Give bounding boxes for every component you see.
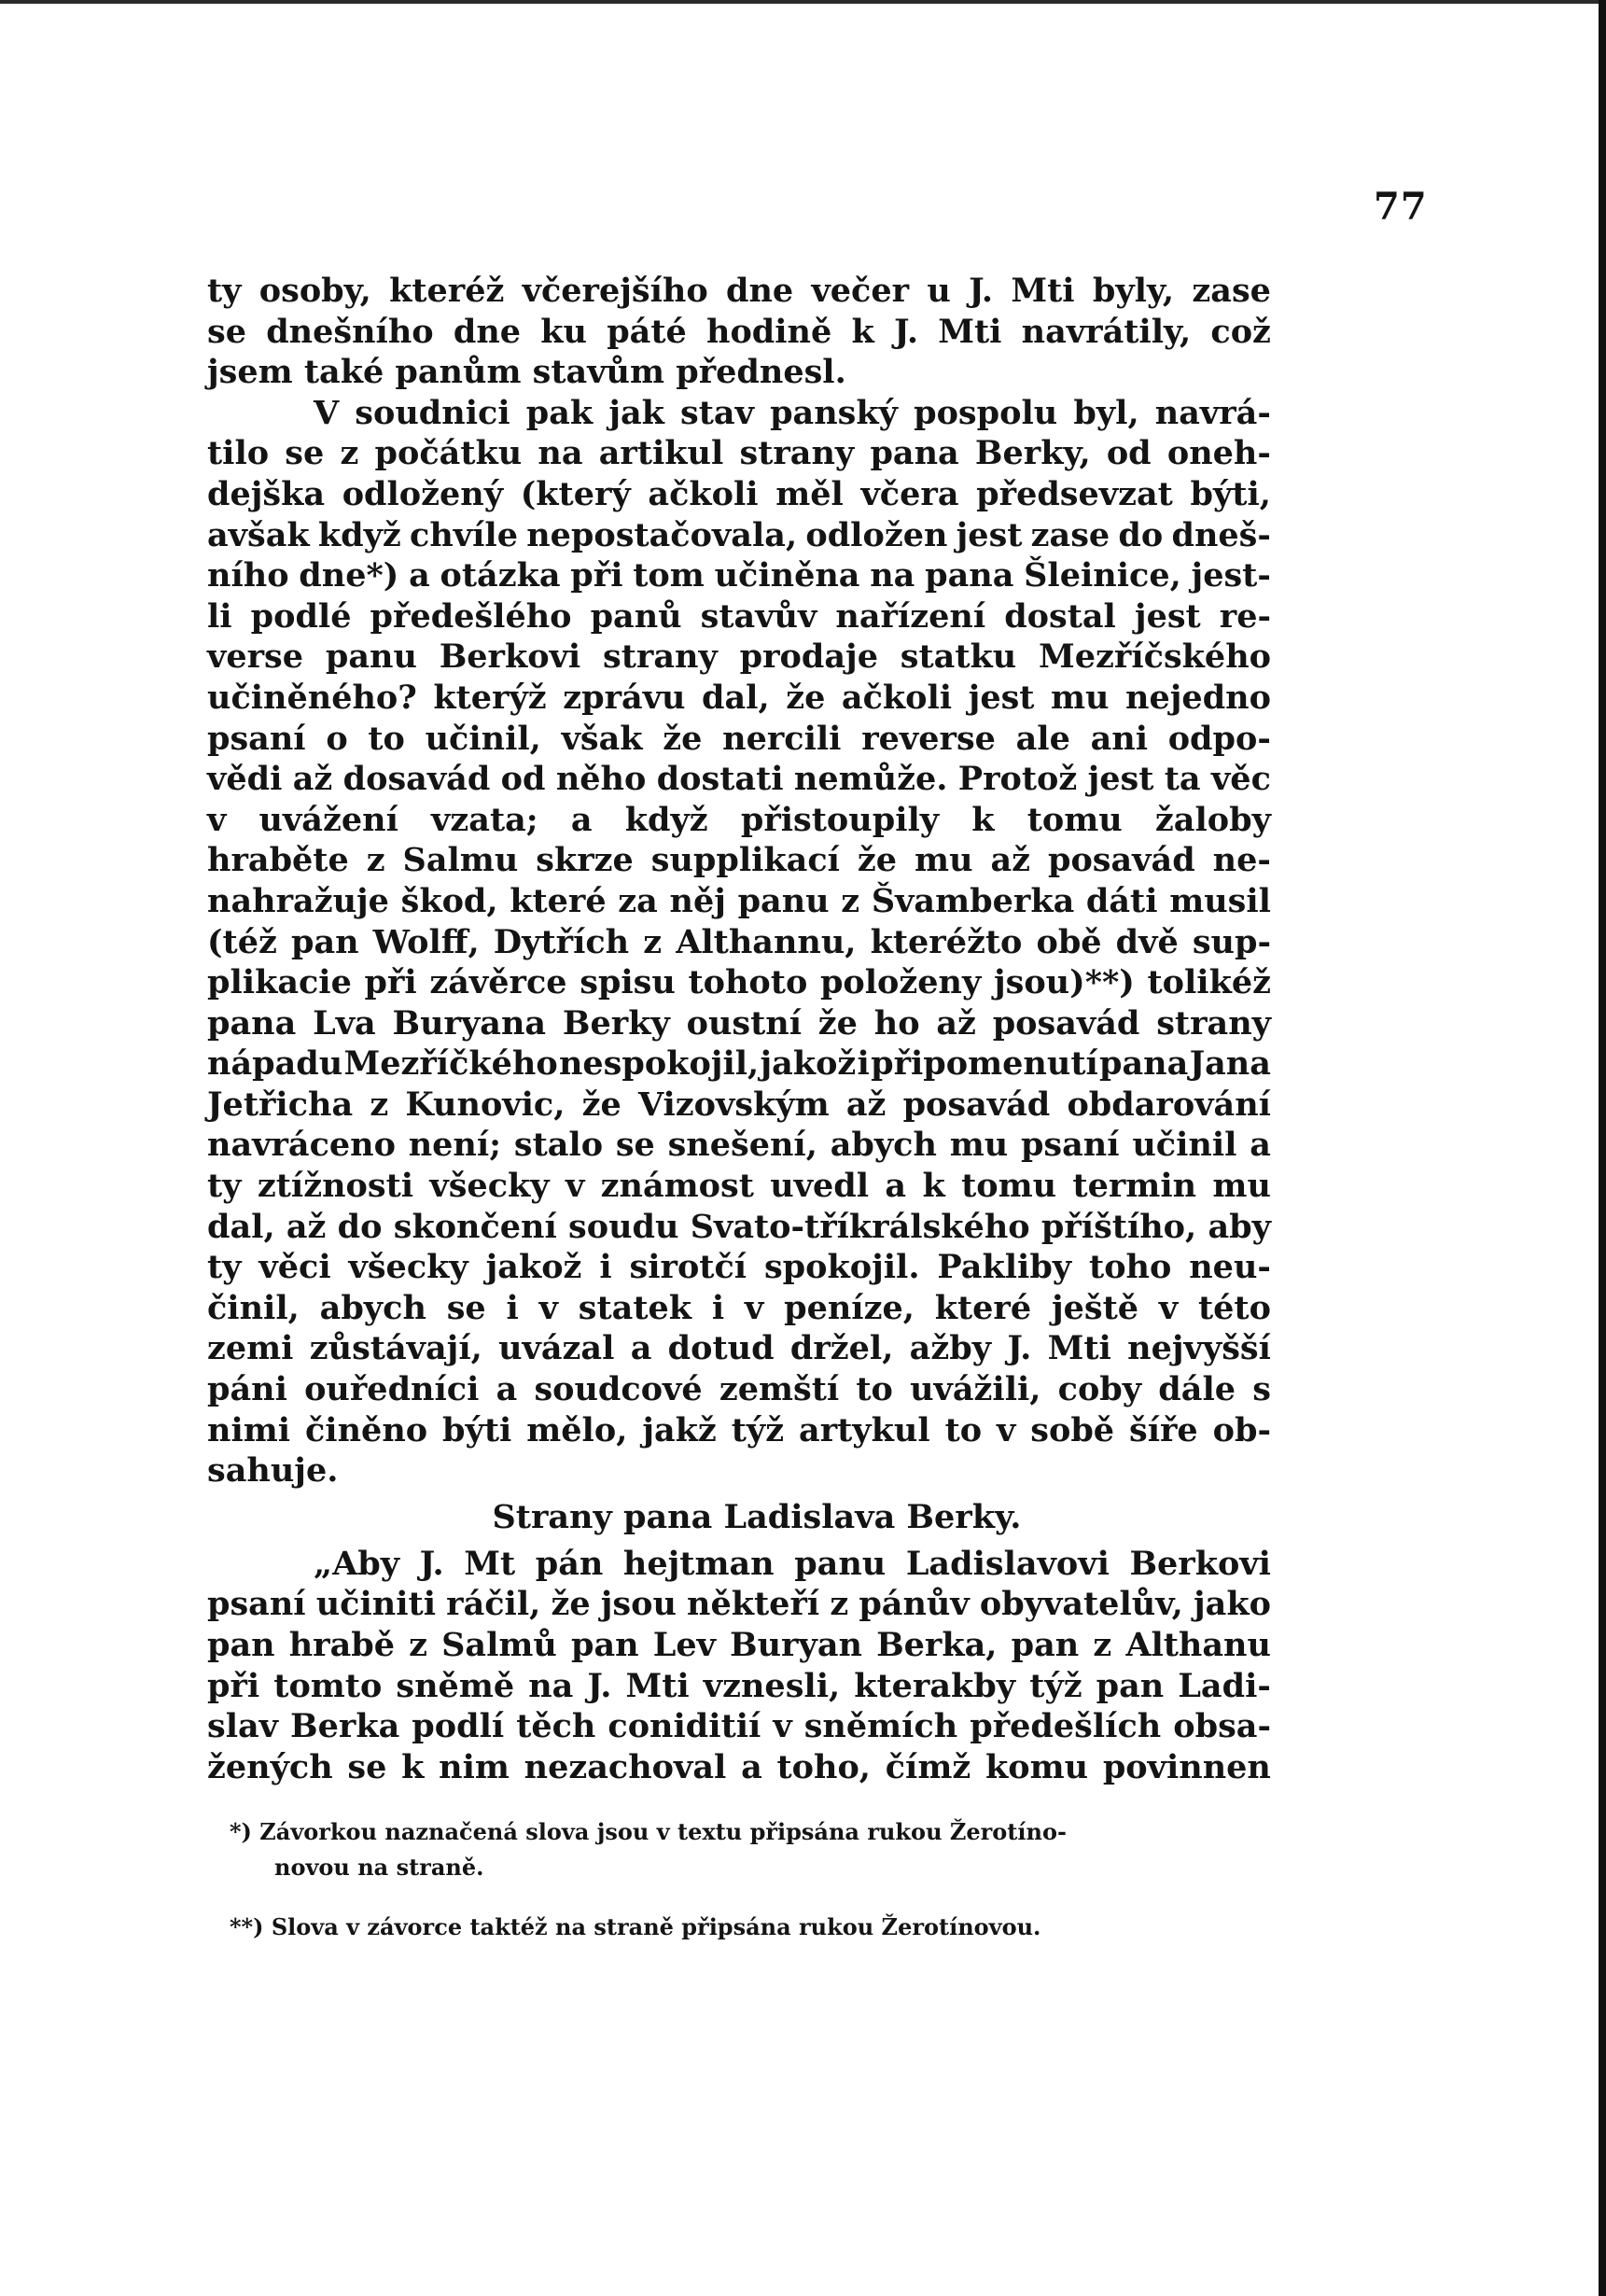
text-line: slav Berka podlí těch coniditií v sněmích předešlích obsa- [207, 1707, 1271, 1746]
text-line: při tomto sněmě na J. Mti vznesli, kterakby týž pan Ladi- [207, 1666, 1271, 1705]
footnotes [230, 1814, 1275, 1945]
text-line: ty věci všecky jakož i sirotčí spokojil. Pakliby toho neu- [207, 1248, 1271, 1287]
footnote-gap [230, 1885, 1275, 1910]
text-line: vědi až dosavád od něho dostati nemůže. Protož jest ta věc [207, 760, 1271, 799]
text-line: žených se k nim nezachoval a toho, čímž komu povinnen [207, 1747, 1271, 1786]
text-line: ty osoby, kteréž včerejšího dne večer u J. Mti byly, zase [207, 272, 1271, 310]
text-line: učiněného? kterýž zprávu dal, že ačkoli jest mu nejedno [207, 678, 1271, 717]
text-line: avšak když chvíle nepostačovala, odložen jest zase do dneš- [207, 515, 1271, 554]
text-line: tilo se z počátku na artikul strany pana Berky, od oneh- [207, 434, 1271, 473]
text-line: zemi zůstávají, uvázal a dotud držel, ažby J. Mti nejvyšší [207, 1329, 1271, 1368]
text-line: hraběte z Salmu skrze supplikací že mu až posavád ne- [207, 841, 1271, 880]
text-line: nimi činěno býti mělo, jakž týž artykul to v sobě šíře ob- [207, 1410, 1271, 1449]
text-line: jsem také panům stavům přednesl. [207, 353, 846, 392]
text-line: (též pan Wolff, Dytřích z Althannu, kteréžto obě dvě sup- [207, 922, 1271, 961]
text-line: Jetřicha z Kunovic, že Vizovským až posavád obdarování [207, 1085, 1271, 1124]
text-line: v uvážení vzata; a když přistoupily k tomu žaloby [207, 800, 1271, 839]
text-line: pan hrabě z Salmů pan Lev Buryan Berka, pan z Althanu [207, 1626, 1271, 1664]
text-line: se dnešního dne ku páté hodině k J. Mti navrátily, což [207, 312, 1271, 351]
text-line: li podlé předešlého panů stavův nařízení dostal jest re- [207, 596, 1271, 636]
text-line: V soudnici pak jak stav panský pospolu byl, navrá- [314, 393, 1271, 432]
paragraph [207, 271, 1271, 393]
footnote-1-continuation: novou na straně. [274, 1854, 484, 1881]
text-line: plikacie při závěrce spisu tohoto položeny jsou)**) tolikéž [207, 963, 1271, 1002]
scan-border-top [0, 0, 1606, 4]
text-line: sahuje. [207, 1451, 339, 1491]
text-line: páni ouředníci a soudcové zemští to uvážili, coby dále s [207, 1370, 1271, 1409]
paragraph [207, 393, 1271, 1491]
text-line: nahražuje škod, které za něj panu z Švamberka dáti musil [207, 881, 1271, 920]
text-line: dejška odložený (který ačkoli měl včera předsevzat býti, [207, 474, 1271, 513]
quote-paragraph [207, 1544, 1271, 1788]
paragraphs [207, 271, 1271, 1491]
text-line: verse panu Berkovi strany prodaje statku Mezříčského [207, 637, 1271, 677]
text-line: nápadu Mezříčkého nespokojil, jakož i připomenutí pana Jana [207, 1044, 1271, 1084]
text-line: psaní učiniti ráčil, že jsou někteří z pánův obyvatelův, jako [207, 1585, 1271, 1624]
text-line: dal, až do skončení soudu Svato-tříkrálského příštího, aby [207, 1207, 1271, 1246]
section-heading: Strany pana Ladislava Berky. [492, 1497, 1022, 1536]
footnote-2: **) Slova v závorce taktéž na straně připsána rukou Žerotínovou. [230, 1913, 1041, 1940]
footnote-1: *) Závorkou naznačená slova jsou v textu připsána rukou Žerotíno- [230, 1818, 1067, 1845]
page-number: 77 [1374, 185, 1428, 229]
text-line: psaní o to učinil, však že nercili reverse ale ani odpo- [207, 719, 1271, 758]
text-line: činil, abych se i v statek i v peníze, které ještě v této [207, 1288, 1271, 1327]
text-line: navráceno není; stalo se snešení, abych mu psaní učinil a [207, 1126, 1271, 1165]
text-line: ty ztížnosti všecky v známost uvedl a k tomu termin mu [207, 1167, 1271, 1206]
text-line: ního dne*) a otázka při tom učiněna na pana Šleinice, jest- [207, 556, 1271, 595]
text-line: pana Lva Buryana Berky oustní že ho až posavád strany [207, 1003, 1271, 1043]
scan-border-right [1599, 0, 1606, 2296]
text-line: „Aby J. Mt pán hejtman panu Ladislavovi Berkovi [314, 1544, 1271, 1583]
body-text [207, 271, 1271, 1787]
